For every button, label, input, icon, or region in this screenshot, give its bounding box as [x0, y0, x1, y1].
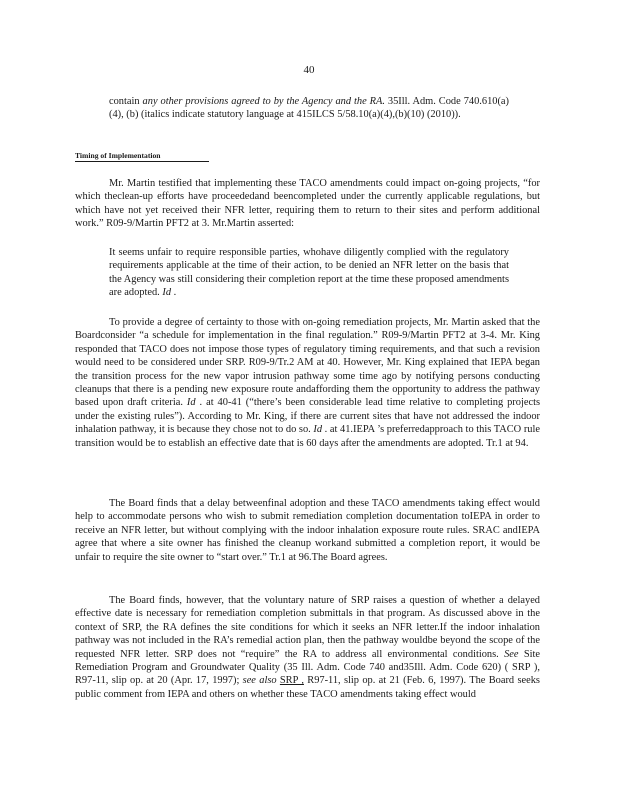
body-paragraph-4: [75, 594, 540, 701]
italic-text: see also: [242, 675, 277, 687]
body-paragraph-1: [75, 177, 540, 231]
text-run: It seems unfair to require responsible parties, whohave diligently complied with the regulatory requirements applicable at the time of their action, to be denied an NFR letter on the basis that the Agency was still considering their completion report at the time these proposed amendments are adopted.: [109, 247, 509, 299]
italic-text: any other provisions agreed to by the Agency and the RA.: [142, 96, 385, 107]
block-quote: [109, 246, 509, 300]
page-number: 40: [303, 64, 315, 76]
text-run: contain: [109, 96, 143, 107]
italic-text: See: [504, 648, 519, 660]
body-paragraph-3: [75, 497, 540, 564]
italic-text: Id: [186, 397, 196, 409]
italic-text: Id: [313, 424, 323, 436]
citation-paragraph: [109, 95, 509, 122]
text-run: The Board finds, however, that the voluntary nature of SRP raises a question of whether a delayed effective date is necessary for remediation completion submittals in that program. As discussed above in the context of SRP, the RA defines the site conditions for which it seeks an NFR letter.If the indoor inhalation pathway was not included in the RA’s remedial action plan, then the pathway wouldbe beyond the scope of the requested NFR letter. SRP does not “require” the RA to address all environmental conditions.: [75, 595, 540, 660]
text-run: 35Ill. Adm. Code 740.610(a)(4), (b) (italics indicate statutory language at 415ILCS 5/58.10(a)(4),(b)(10) (2010)).: [109, 96, 509, 121]
text-run: To provide a degree of certainty to those with on-going remediation projects, Mr. Martin asked that the Boardconsider “a schedule for implementation in the final regulation.” R09-9/Martin PFT2 at 3-4. Mr. King responded that TACO does not impose those types of regulatory timing requirements, and that such a revision would need to be considered under SRP. R09-9/Tr.2 AM at 40. However, Mr. King explained that IEPA began the transition process for the new vapor intrusion pathway some time ago by notifying persons conducting cleanups that there is a pending new exposure route andaffording them the opportunity to address the pathway based upon draft criteria.: [75, 317, 540, 409]
body-paragraph-2: [75, 316, 540, 450]
underlined-text: SRP ,: [279, 675, 304, 687]
text-run: . at 41.IEPA ’s preferredapproach to this TACO rule transition would be to establish an effective date that is 60 days after the amendments are adopted. Tr.1 at 94.: [75, 424, 540, 449]
text-run: Site Remediation Program and Groundwater Quality (35 Ill. Adm. Code 740 and35Ill. Adm. Code 620) ( SRP ), R97-11, slip op. at 20 (Apr. 17, 1997);: [75, 648, 541, 687]
text-run: The Board finds that a delay betweenfinal adoption and these TACO amendments taking effect would help to accommodate persons who wish to submit remediation completion documentation toIEPA in order to receive an NFR letter, but without complying with the indoor inhalation exposure route rules. SRAC andIEPA agree that where a site owner has finished the cleanup workand submitted a completion report, it would be unfair to require the site owner to “start over.” Tr.1 at 96.The Board agrees.: [75, 498, 540, 563]
italic-text: Id: [162, 287, 172, 299]
text-run: Mr. Martin testified that implementing these TACO amendments could impact on-going projects, “for which theclean-up efforts have proceededand beencompleted under the currently applicable regulations, but which have not yet received their NFR letter, requiring them to return to their sites and perform additional work.” R09-9/Martin PFT2 at 3. Mr.Martin asserted:: [75, 178, 540, 230]
text-run: . at 40-41 (“there’s been considerable lead time relative to completing projects under the existing rules”). According to Mr. King, if there are current sites that have not addressed the indoor inhalation pathway, it is because they chose not to do so.: [75, 397, 540, 436]
text-run: .: [171, 287, 177, 299]
section-heading: Timing of Implementation: [75, 150, 209, 162]
text-run: R97-11, slip op. at 21 (Feb. 6, 1997). The Board seeks public comment from IEPA and others on whether these TACO amendments taking effect would: [75, 675, 540, 700]
